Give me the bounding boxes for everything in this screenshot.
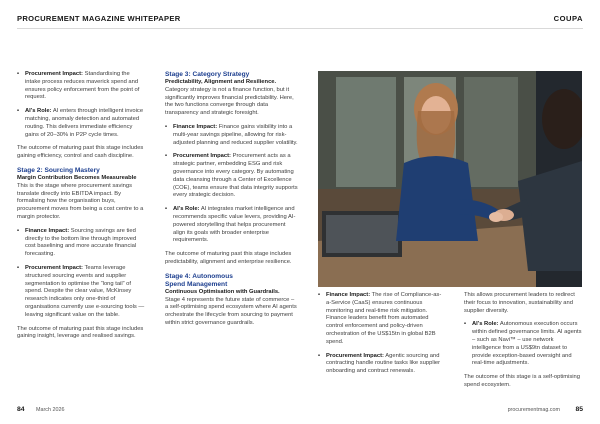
bullet-dot: • xyxy=(464,321,467,328)
column-4 xyxy=(464,292,584,396)
coupa-logo: COUPA xyxy=(553,14,583,23)
paragraph: The outcome of maturing past this stage includes gaining insight, leverage and realised savings. xyxy=(17,325,144,340)
bullet-text: AI enters through intelligent invoice matching, anomaly detection and automated routing. This delivers immediate efficiency gains of 20–30% in P2P cycle times. xyxy=(25,108,144,138)
page-header xyxy=(0,0,600,34)
column-3 xyxy=(318,292,444,382)
bullet-dot: • xyxy=(17,227,20,234)
bullet-label: Procurement Impact: xyxy=(173,153,231,160)
bullet-text: The rise of Compliance-as-a-Service (CaaS) ensures continuous monitoring and real-time risk mitigation. Finance leaders benefit from automated control enforcement and policy-driven orchestration of the US$15tn in global B2B spend. xyxy=(326,292,442,345)
bullet-label: AI’s Role: xyxy=(25,108,52,115)
handshake-photo xyxy=(318,71,582,287)
bullet-text: Standardising the intake process reduces maverick spend and ensures policy enforcement from the point of request. xyxy=(25,71,140,101)
stage-2-heading: Stage 2: Sourcing Mastery xyxy=(17,166,100,174)
bullet-dot: • xyxy=(165,123,168,130)
bullet-label: AI’s Role: xyxy=(472,321,499,328)
bullet-text: Sourcing savings are tied directly to the bottom line through improved cost baselining and more accurate financial forecasting. xyxy=(25,227,137,258)
paragraph: The outcome of this stage is a self-optimising spend ecosystem. xyxy=(464,374,580,388)
header-divider xyxy=(17,28,583,29)
bullet-ai-role xyxy=(17,108,145,139)
paragraph: Stage 4 represents the future state of commerce – a self-optimising spend ecosystem where AI agents orchestrate the lifecycle from sourcing to payment within strict governance guardrails. xyxy=(165,296,297,326)
stage-4-heading-line1: Stage 4: Autonomous xyxy=(165,272,233,280)
bullet-label: Procurement Impact: xyxy=(25,264,83,271)
bullet-label: Finance Impact: xyxy=(326,292,371,298)
bullet-dot: • xyxy=(318,292,321,298)
bullet-finance-impact xyxy=(318,292,444,347)
issue-date: March 2026 xyxy=(36,407,65,413)
bullet-dot: • xyxy=(17,108,20,115)
stage-3-heading: Stage 3: Category Strategy xyxy=(165,71,250,78)
bullet-label: Finance Impact: xyxy=(173,123,218,130)
website-url: procurementmag.com xyxy=(507,407,560,413)
bullet-ai-role xyxy=(464,321,584,368)
bullet-dot: • xyxy=(318,352,321,359)
page-footer xyxy=(0,400,600,424)
bullet-text: Teams leverage structured sourcing events and supplier segmentation to optimise the “long tail” of spend. Despite the clear value, McKinsey research indicates only one-third of organisations currently use e-sourcing tools — leaving significant value on the table. xyxy=(25,264,145,318)
bullet-text: Autonomous execution occurs within defined governance limits. AI agents – such as Navi™ – use network intelligence from a US$9tn dataset to provide exception-based oversight and real-time adjustments. xyxy=(472,321,582,367)
paragraph: The outcome of maturing past this stage includes gaining efficiency, control and cash discipline. xyxy=(17,145,144,160)
bullet-text: Procurement acts as a strategic partner, embedding ESG and risk governance into every category. By automating data cleansing through a Center of Excellence (COE), teams ensure that data integrity supports every strategic decision. xyxy=(173,153,298,199)
bullet-procurement-impact xyxy=(165,153,298,200)
stage-4-heading-line2: Spend Management xyxy=(165,280,228,288)
paragraph: This allows procurement leaders to redirect their focus to innovation, sustainability and supplier diversity. xyxy=(464,292,575,314)
paragraph: The outcome of maturing past this stage includes predictability, alignment and enterprise resilience. xyxy=(165,251,292,265)
stage-4-subheading: Continuous Optimisation with Guardrails. xyxy=(165,288,280,295)
stage-2-subheading: Margin Contribution Becomes Measureable xyxy=(17,174,137,181)
bullet-procurement-impact xyxy=(17,71,145,102)
bullet-dot: • xyxy=(17,264,20,271)
column-1 xyxy=(17,71,145,347)
bullet-label: Finance Impact: xyxy=(25,227,70,234)
handshake-illustration xyxy=(318,71,582,287)
bullet-procurement-impact xyxy=(17,265,145,320)
magazine-title: PROCUREMENT MAGAZINE WHITEPAPER xyxy=(17,14,181,23)
bullet-label: AI’s Role: xyxy=(173,206,200,213)
bullet-text: Finance gains visibility into a multi-year savings pipeline, allowing for risk-adjusted planning and reduced supplier volatility. xyxy=(173,123,298,146)
bullet-ai-role xyxy=(165,206,298,245)
bullet-text: Agentic sourcing and contracting handle routine tasks like supplier onboarding and contract renewals. xyxy=(326,352,441,375)
page-number-right: 85 xyxy=(575,406,583,413)
bullet-dot: • xyxy=(165,153,168,160)
column-2 xyxy=(165,71,298,334)
bullet-dot: • xyxy=(17,71,20,77)
page-number-left: 84 xyxy=(17,406,25,413)
bullet-label: Procurement Impact: xyxy=(25,71,83,77)
bullet-finance-impact xyxy=(165,124,298,147)
stage-3-subheading: Predictability, Alignment and Resilience. xyxy=(165,79,277,85)
bullet-label: Procurement Impact: xyxy=(326,352,384,359)
bullet-dot: • xyxy=(165,206,168,213)
bullet-procurement-impact xyxy=(318,353,444,376)
bullet-finance-impact xyxy=(17,228,145,259)
bullet-text: AI integrates market intelligence and recommends specific value levers, providing AI-powered storytelling that helps procurement align its goals with broader enterprise requirements. xyxy=(173,206,296,244)
paragraph: This is the stage where procurement savings translate directly into EBITDA impact. By formalising how the organisation buys, procurement moves from being a cost centre to a margin protector. xyxy=(17,182,144,220)
paragraph: Category strategy is not a finance function, but it significantly improves financial predictability. Here, the two functions converge through data transparency and strategic foresight. xyxy=(165,86,294,117)
